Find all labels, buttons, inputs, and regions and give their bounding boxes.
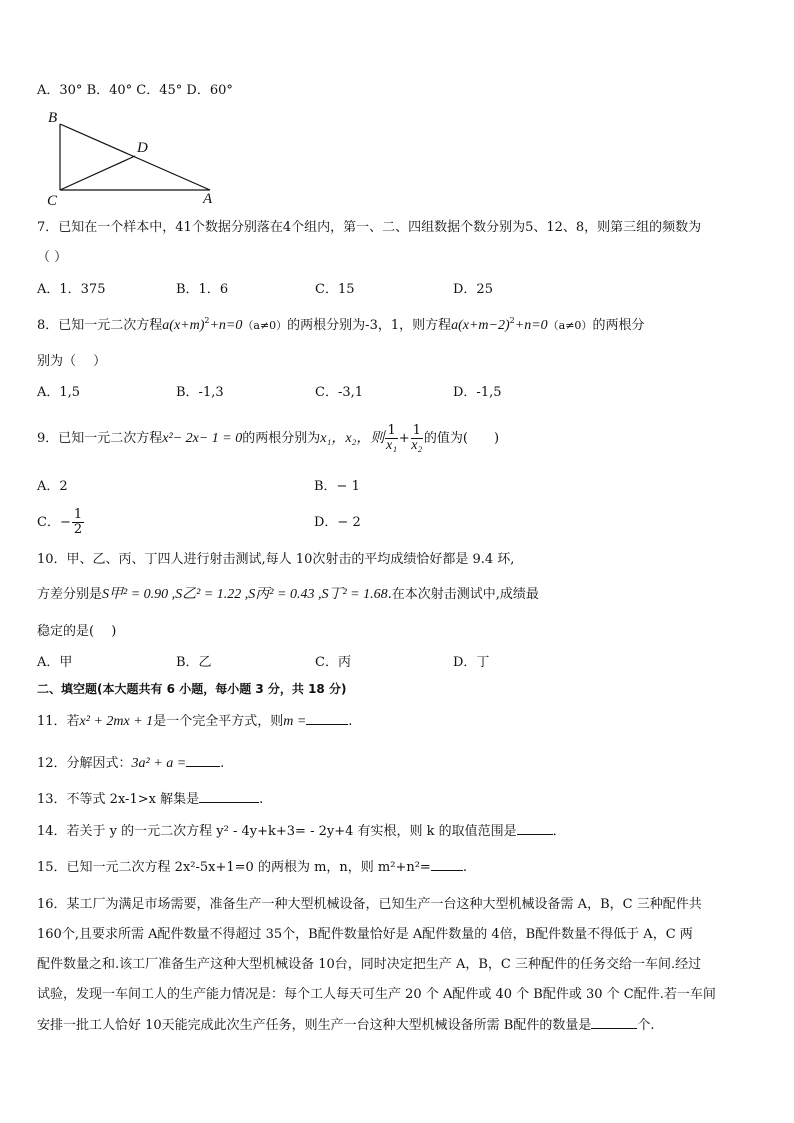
q11-answer-blank [306,712,348,725]
q7-option-d: D．25 [453,282,493,297]
q8-equation-1-tail: +n=0 [209,318,243,333]
q10-option-d: D．丁 [453,655,490,670]
q8-tail: 的两根分 [592,318,645,333]
q8-equation-2: a(x+m−2) [451,318,510,333]
q8-lead: 8．已知一元二次方程 [37,318,163,333]
q9-fraction-2: $\frac{1}{\text{x₂}}$ [411,423,423,453]
q8-condition-2: （a≠0） [547,319,593,332]
q10-stem-line1: 10．甲、乙、丙、丁四人进行射击测试,每人 10次射击的平均成绩恰好都是 9.4 环, [37,552,515,567]
q8-option-c: C．-3,1 [315,385,364,400]
q9-fraction-1: $\frac{1}{\text{x₁}}$ [386,423,398,453]
label-d: D [137,140,148,156]
triangle-figure [40,108,270,208]
q11-stem: 11．若x² + 2mx + 1是一个完全平方式，则m = . [37,714,353,729]
q9-tail: 的值为( ) [423,431,500,446]
q12-stem: 12．分解因式：3a² + a = . [37,756,225,771]
q16-answer-blank [591,1016,637,1029]
q13-stem: 13．不等式 2x-1>x 解集是 . [37,792,264,807]
q8-option-a: A．1,5 [37,385,81,400]
q9-option-c: C．− $\frac{1}{2}$ [37,507,83,537]
q14-stem: 14．若关于 y 的一元二次方程 y² - 4y+k+3= - 2y+4 有实根，则 k 的取值范围是 ． [37,824,566,839]
q16-line-4: 试验，发现一车间工人的生产能力情况是：每个工人每天可生产 20 个 A配件或 40 个 B配件或 30 个 C配件.若一车间 [37,987,716,1002]
q8-stem-line1: 8．已知一元二次方程$a(x+m)^2+n=0(a\ne 0)$的两根分别为-3，1，则方程$a(x+m-2)^2+n=0(a\ne 0)$的两根分 [37,316,645,333]
q9-lead: 9．已知一元二次方程 [37,431,163,446]
q10-stem-line2: 方差分别是S甲² = 0.90 ,S乙² = 1.22 ,S丙² = 0.43 ,S丁² = 1.68.在本次射击测试中,成绩最 [37,587,539,602]
q12-answer-blank [186,754,220,767]
q8-equation-2-tail: +n=0 [514,318,548,333]
label-c: C [47,193,58,208]
label-a: A [203,191,213,207]
q9-middle: 的两根分别为 [242,431,321,446]
label-b: B [48,110,58,126]
q10-variances: S甲² = 0.90 ,S乙² = 1.22 ,S丙² = 0.43 ,S丁² = 1.68 [102,587,388,602]
q9-roots: x₁，x₂，则 [320,431,385,446]
q11-expression: x² + 2mx + 1 [79,714,154,729]
q9-option-a: A．2 [37,479,68,494]
q15-stem: 15．已知一元二次方程 2x²-5x+1=0 的两根为 m，n，则 m²+n²= . [37,860,467,875]
q9-stem: 9．已知一元二次方程x²− 2x− 1 = 0的两根分别为x₁，x₂，则 $\frac{1}{\text{x₁}}$ + $\frac{1}{\text{x₂}}$ 的值为( ) [37,423,500,453]
q14-answer-blank [517,822,553,835]
q7-option-b: B．1．6 [176,282,229,297]
q9-equation: x²− 2x− 1 = 0 [162,431,243,446]
q8-stem-line2: 别为（ ） [37,354,107,369]
q11-var: m = [283,714,307,729]
q8-middle: 的两根分别为-3，1，则方程 [287,318,452,333]
q15-answer-blank [431,858,463,871]
q6-options: A．30° B．40° C．45° D．60° [37,83,233,98]
q9-option-c-fraction: $\frac{1}{2}$ [73,507,83,537]
q16-line-1: 16．某工厂为满足市场需要，准备生产一种大型机械设备，已知生产一台这种大型机械设备需 A，B，C 三种配件共 [37,897,702,912]
q8-equation-1: a(x+m) [162,318,205,333]
q8-option-d: D．-1,5 [453,385,502,400]
q10-option-b: B．乙 [176,655,212,670]
section-heading-fill-in: 二、填空题(本大题共有 6 小题，每小题 3 分，共 18 分) [37,682,347,696]
q16-line-5: 安排一批工人恰好 10天能完成此次生产任务，则生产一台这种大型机械设备所需 B配件的数量是 个. [37,1018,655,1033]
q8-condition-1: （a≠0） [242,319,288,332]
q13-answer-blank [199,790,259,803]
q16-line-3: 配件数量之和.该工厂准备生产这种大型机械设备 10台，同时决定把生产 A，B，C 三种配件的任务交给一车间.经过 [37,957,702,972]
q9-option-d: D．− 2 [314,515,361,530]
q10-option-a: A．甲 [37,655,73,670]
q16-line-2: 160个,且要求所需 A配件数量不得超过 35个，B配件数量恰好是 A配件数量的 4倍，B配件数量不得低于 A，C 两 [37,927,693,942]
q7-option-a: A．1．375 [37,282,106,297]
q7-option-c: C．15 [315,282,355,297]
q12-expression: 3a² + a = [131,756,187,771]
q10-option-c: C．丙 [315,655,351,670]
q7-bracket: （ ） [37,250,68,265]
q7-stem: 7．已知在一个样本中，41个数据分别落在4个组内，第一、二、四组数据个数分别为5、12、8，则第三组的频数为 [37,220,702,235]
q9-option-b: B．− 1 [314,479,360,494]
q10-stem-line3: 稳定的是( ) [37,624,117,639]
q8-option-b: B．-1,3 [176,385,224,400]
